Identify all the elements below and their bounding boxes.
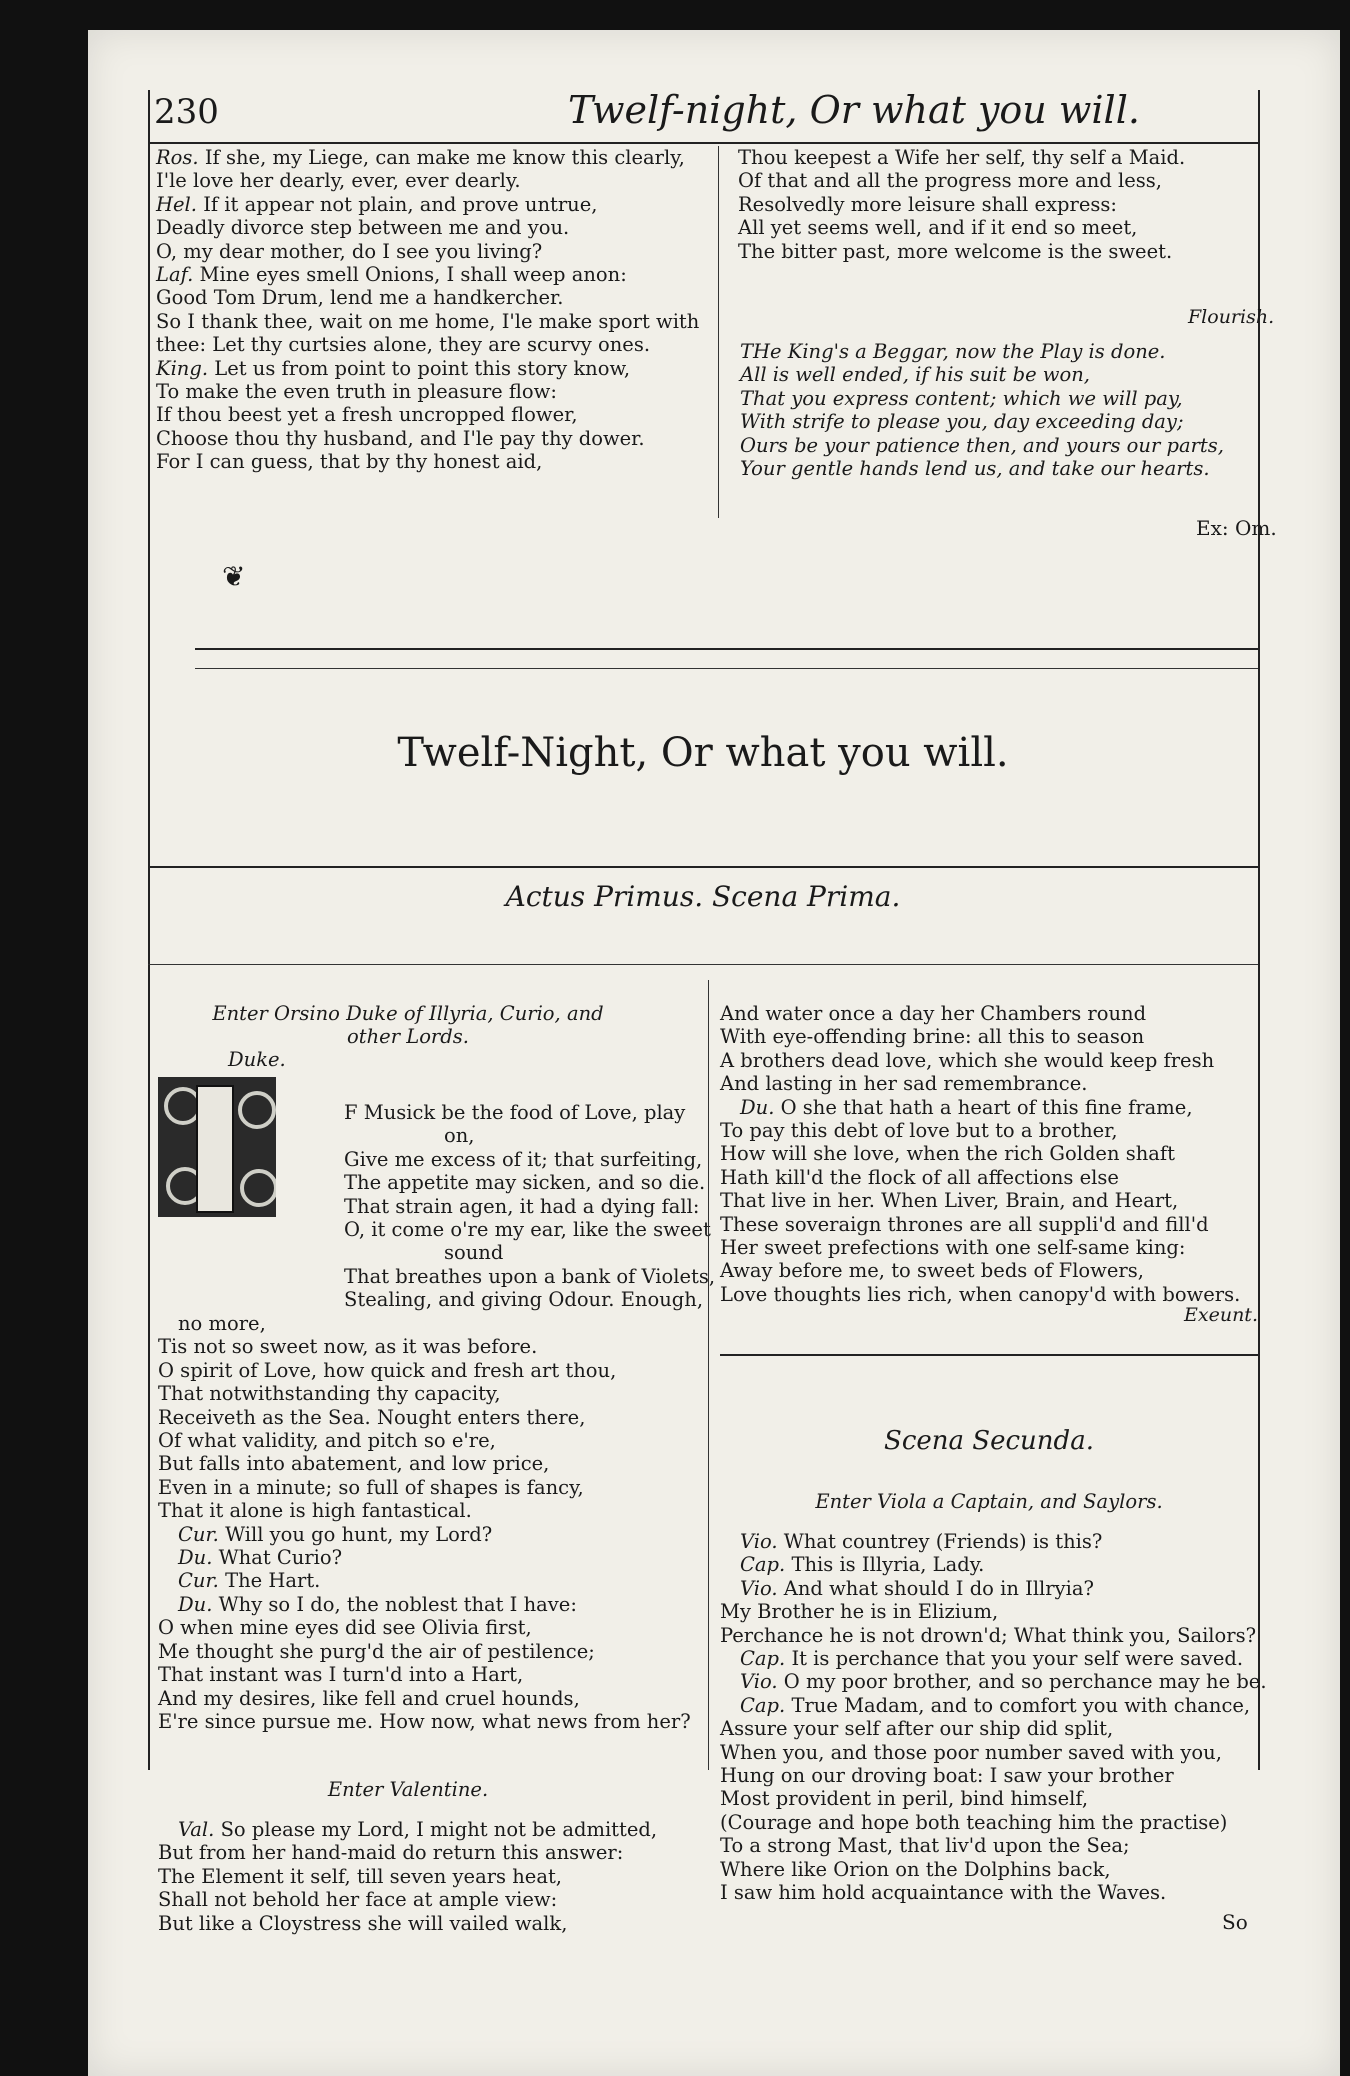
scene2-dialogue [720,1530,1267,1905]
scene1-right-column [720,1002,1260,1306]
line-text: My Brother he is in Elizium, [720,1600,999,1624]
title-rule-1 [195,648,1258,650]
line-text: What countrey (Friends) is this? [783,1530,1103,1553]
verse-line [156,427,786,450]
line-text: I'le love her dearly, ever, ever dearly. [156,169,521,193]
verse-line [720,1213,1260,1236]
line-text: This is Illyria, Lady. [791,1553,985,1577]
scene2-title: Scena Secunda. [884,1426,1094,1456]
verse-line [158,1546,758,1569]
catchword: So [1222,1910,1248,1934]
line-text: Perchance he is not drown'd; What think you, Sailors? [720,1623,1257,1647]
prev-scene-right-column [738,146,1248,263]
verse-line [720,1858,1260,1881]
line-text: E're since pursue me. How now, what news from her? [158,1709,691,1733]
speaker-prefix: Vio. [740,1670,778,1694]
enter-valentine: Enter Valentine. [327,1778,489,1801]
verse-line [158,1687,758,1710]
verse-line: O, it come o're my ear, like the sweet [344,1218,711,1242]
verse-line [156,240,786,263]
title-rule-3 [148,866,1258,868]
speaker-prefix: Ros. [156,146,199,169]
verse-line: Of that and all the progress more and less, [738,169,1163,193]
speaker-prefix: Du. [178,1546,213,1570]
line-text: So I thank thee, wait on me home, I'le make sport with [156,309,700,333]
verse-line [158,1841,758,1864]
line-text: That notwithstanding thy capacity, [158,1382,501,1406]
verse-line [158,1476,758,1499]
verse-line [720,1577,1260,1600]
line-text: To pay this debt of love but to a brother, [720,1119,1118,1143]
verse-line [156,310,786,333]
verse-line: That breathes upon a bank of Violets, [344,1264,716,1288]
line-text: Assure your self after our ship did split, [720,1717,1114,1741]
line-text: Receiveth as the Sea. Nought enters there, [158,1405,586,1429]
verse-line [158,1523,758,1546]
scene2-entrance: Enter Viola a Captain, and Saylors. [815,1490,1163,1513]
verse-line [720,1530,1260,1553]
verse-line [720,1553,1260,1576]
line-text: Will you go hunt, my Lord? [225,1522,493,1546]
speaker-prefix: Cur. [178,1569,219,1593]
line-text: With eye-offending brine: all this to season [720,1025,1145,1049]
verse-line [156,380,786,403]
verse-line [720,1741,1260,1764]
line-text: And lasting in her sad remembrance. [720,1072,1088,1096]
verse-line [158,1912,758,1935]
line-text: Of what validity, and pitch so e're, [158,1429,496,1453]
header-rule [148,142,1258,144]
line-text: O, my dear mother, do I see you living? [156,239,543,263]
line-text: Even in a minute; so full of shapes is fancy, [158,1475,584,1499]
verse-line [158,1888,758,1911]
verse-line [720,1717,1260,1740]
line-text: So please my Lord, I might not be admitted, [220,1818,658,1841]
verse-line [720,1142,1260,1165]
flourish-direction: Flourish. [1188,306,1275,328]
verse-line [720,1787,1260,1810]
speaker-prefix: Laf. [156,263,194,287]
line-text: Me thought she purg'd the air of pestilence; [158,1639,595,1663]
line-text: For I can guess, that by thy honest aid, [156,450,543,474]
verse-line [720,1049,1260,1072]
epilogue-line: Ours be your patience then, and yours our parts, [740,433,1224,457]
decorated-initial-I [158,1077,276,1217]
speaker-prefix: Cap. [740,1693,786,1717]
verse-line [158,1663,758,1686]
verse-line [158,1710,758,1733]
title-rule-2 [195,668,1258,669]
verse-line [720,1166,1260,1189]
line-text: Tis not so sweet now, as it was before. [158,1335,538,1359]
verse-line: Give me excess of it; that surfeiting, [344,1147,703,1171]
verse-line [158,1406,758,1429]
page-number: 230 [154,92,219,132]
verse-line [720,1002,1260,1025]
exeunt-direction: Exeunt. [1184,1304,1258,1326]
verse-line [156,263,786,286]
speaker-prefix: King. [156,356,209,380]
verse-line: Resolvedly more leisure shall express: [738,192,1117,216]
line-text: A brothers dead love, which she would keep fresh [720,1048,1215,1072]
line-text: But from her hand-maid do return this answer: [158,1841,624,1865]
verse-line [158,1569,758,1592]
verse-line [720,1119,1260,1142]
line-text: thee: Let thy curtsies alone, they are scurvy ones. [156,333,651,357]
speaker-prefix: Du. [178,1592,213,1616]
speaker-duke: Duke. [228,1048,286,1071]
line-text: (Courage and hope both teaching him the practise) [720,1810,1228,1834]
frame-right-rule [1258,90,1260,1770]
line-text: If thou beest yet a fresh uncropped flower, [156,403,578,427]
speaker-prefix: Cap. [740,1553,786,1577]
verse-line [720,1811,1260,1834]
verse-line [720,1025,1260,1048]
line-text: How will she love, when the rich Golden shaft [720,1142,1175,1166]
verse-line [158,1312,758,1335]
speaker-prefix: Cur. [178,1522,219,1546]
verse-line [720,1236,1260,1259]
line-text: Away before me, to sweet beds of Flowers, [720,1259,1144,1283]
book-page [88,30,1340,2076]
verse-line [720,1694,1260,1717]
verse-line [720,1834,1260,1857]
verse-line [158,1499,758,1522]
act-scene-heading: Actus Primus. Scena Prima. [505,880,901,913]
verse-line [158,1452,758,1475]
verse-line: The bitter past, more welcome is the sweet. [738,239,1173,263]
verse-line [156,193,786,216]
verse-line [156,216,786,239]
verse-line [158,1359,758,1382]
verse-line [720,1600,1260,1623]
verse-line [720,1881,1260,1904]
line-text: Shall not behold her face at ample view: [158,1888,558,1912]
verse-line: on, [444,1124,475,1148]
printers-ornament: ❦ [222,560,246,593]
line-text: O she that hath a heart of this fine frame, [780,1095,1193,1119]
line-text: The Hart. [225,1569,321,1593]
line-text: Where like Orion on the Dolphins back, [720,1857,1111,1881]
line-text: But falls into abatement, and low price, [158,1452,550,1476]
line-text: Deadly divorce step between me and you. [156,216,570,240]
verse-line: That strain agen, it had a dying fall: [344,1194,700,1218]
dropcap-speech [344,1101,724,1312]
verse-line [158,1818,758,1841]
verse-line [158,1640,758,1663]
line-text: Love thoughts lies rich, when canopy'd with bowers. [720,1282,1241,1306]
scene1-left-column [158,1312,758,1733]
verse-line [158,1616,758,1639]
line-text: And what should I do in Illryia? [783,1576,1094,1600]
verse-line [158,1593,758,1616]
verse-line: Thou keepest a Wife her self, thy self a Maid. [738,146,1186,169]
epilogue-line: With strife to please you, day exceeding day; [740,410,1184,434]
line-text: Choose thou thy husband, and I'le pay thy dower. [156,426,645,450]
verse-line [156,169,786,192]
verse-line [158,1865,758,1888]
line-text: The Element it self, till seven years heat, [158,1864,562,1888]
verse-line: All yet seems well, and if it end so meet, [738,216,1138,240]
epilogue-line: Your gentle hands lend us, and take our hearts. [740,457,1210,481]
line-text: Hung on our droving boat: I saw your brother [720,1764,1174,1788]
exeunt-omnes: Ex: Om. [1196,516,1277,540]
line-text: Hath kill'd the flock of all affections else [720,1165,1119,1189]
line-text: no more, [178,1312,266,1335]
verse-line [720,1670,1267,1694]
line-text: Let us from point to point this story know, [214,356,631,380]
line-text: It is perchance that you your self were saved. [791,1647,1244,1671]
valentine-speech [158,1818,758,1935]
verse-line [720,1189,1260,1212]
verse-line [720,1624,1260,1647]
line-text: But like a Cloystress she will vailed walk, [158,1911,568,1935]
running-title: Twelf-night, Or what you will. [568,88,1140,132]
line-text: When you, and those poor number saved with you, [720,1740,1222,1764]
frame-left-rule [148,90,150,1770]
verse-line [156,403,786,426]
verse-line [158,1335,758,1358]
line-text: And my desires, like fell and cruel hounds, [158,1686,580,1710]
act-rule [148,964,1258,965]
verse-line [158,1382,758,1405]
line-text: What Curio? [218,1546,343,1570]
verse-line [720,1259,1260,1282]
verse-line: The appetite may sicken, and so die. [344,1171,706,1195]
line-text: And water once a day her Chambers round [720,1002,1147,1025]
line-text: Mine eyes smell Onions, I shall weep anon: [199,263,627,287]
line-text: I saw him hold acquaintance with the Waves. [720,1881,1167,1905]
verse-line: sound [444,1241,504,1265]
speaker-prefix: Vio. [740,1530,778,1553]
line-text: That instant was I turn'd into a Hart, [158,1663,524,1687]
line-text: Her sweet prefections with one self-same king: [720,1236,1186,1260]
line-text: If she, my Liege, can make me know this clearly, [204,146,685,169]
verse-line: F Musick be the food of Love, play [344,1101,686,1124]
verse-line [720,1283,1260,1306]
scene1-entrance: Enter Orsino Duke of Illyria, Curio, and other Lords. [212,1002,604,1049]
verse-line [156,333,786,356]
prev-scene-left-column [156,146,786,474]
verse-line [156,286,786,309]
verse-line [156,357,786,380]
speaker-prefix: Du. [740,1095,775,1119]
play-title: Twelf-Night, Or what you will. [397,730,1009,776]
speaker-prefix: Val. [178,1818,215,1841]
verse-line: Stealing, and giving Odour. Enough, [344,1288,704,1312]
line-text: Why so I do, the noblest that I have: [218,1592,577,1616]
verse-line [720,1072,1260,1095]
line-text: O my poor brother, and so perchance may he be. [783,1670,1267,1694]
verse-line [720,1764,1260,1787]
epilogue-line: All is well ended, if his suit be won, [740,363,1091,387]
line-text: That it alone is high fantastical. [158,1499,472,1523]
column-divider-top [718,146,719,518]
line-text: Good Tom Drum, lend me a handkercher. [156,286,564,310]
line-text: If it appear not plain, and prove untrue, [203,192,598,216]
verse-line [156,450,786,473]
line-text: To make the even truth in pleasure flow: [156,380,557,404]
verse-line [158,1429,758,1452]
epilogue [740,340,1240,480]
line-text: Most provident in peril, bind himself, [720,1787,1089,1811]
line-text: True Madam, and to comfort you with chance, [791,1693,1251,1717]
line-text: O spirit of Love, how quick and fresh art thou, [158,1358,617,1382]
column-divider-bottom [708,980,709,1770]
speaker-prefix: Vio. [740,1576,778,1600]
epilogue-line: That you express content; which we will pay, [740,386,1183,410]
verse-line [720,1647,1260,1670]
line-text: These soveraign thrones are all suppli'd and fill'd [720,1212,1209,1236]
verse-line [156,146,786,169]
line-text: O when mine eyes did see Olivia first, [158,1616,532,1640]
speaker-prefix: Cap. [740,1647,786,1671]
verse-line [720,1096,1260,1119]
line-text: To a strong Mast, that liv'd upon the Sea; [720,1834,1130,1858]
line-text: That live in her. When Liver, Brain, and Heart, [720,1189,1179,1213]
speaker-prefix: Hel. [156,192,197,216]
scene-rule [720,1354,1258,1356]
epilogue-line: THe King's a Beggar, now the Play is done. [740,340,1166,363]
